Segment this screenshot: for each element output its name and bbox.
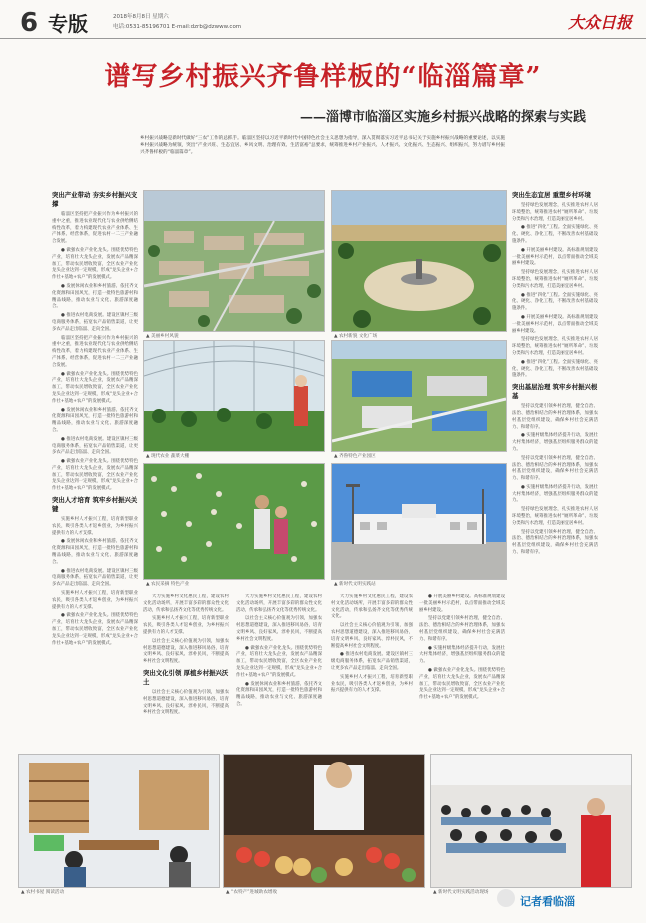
photo-village-square [331,190,507,332]
body-paragraph: ● 实施村级集体经济提升行动，发展壮大村集体经济，增强基层组织服务群众的能力。 [419,645,505,665]
body-paragraph: ● 推进“四化”工程。全面实施绿化、亮化、硬化、净化工程，不断改善农村基础设施条件。 [512,292,598,312]
body-paragraph: ● 推进农村电商发展。建设区镇村三级电商服务体系，拓宽农产品销售渠道，让更多农产品走出临淄、走向全国。 [52,568,138,588]
section-heading: 突出基层治理 筑牢乡村振兴根基 [512,383,598,401]
body-paragraph: 坚持以党建引领乡村治理，健全自治、法治、德治相结合的乡村治理体系，加强农村基层党组织建设，确保乡村社会充满活力、和谐有序。 [512,529,598,556]
body-paragraph: ● 做强农业产业化龙头。围绕优势特色产业，培育壮大龙头企业，发展农产品精深加工，带动农民增收致富，全区农业产业化龙头企业达到一定规模，形成“龙头企业+合作社+基地+农户”的发展模式。 [52,613,138,646]
body-paragraph: ● 做强农业产业化龙头。围绕优势特色产业，培育壮大龙头企业，发展农产品精深加工，带动农民增收致富，全区农业产业化龙头企业达到一定规模，形成“龙头企业+合作社+基地+农户”的发展模式。 [419,667,505,701]
body-paragraph: 临淄区坚持把产业振兴作为乡村振兴的重中之重，推进农业现代化与农业供给侧结构性改革，着力构建现代农业产业体系、生产体系、经营体系，促进农村一二三产业融合发展。 [52,212,138,245]
article-column-6 [512,188,598,744]
body-paragraph: 坚持以党建引领乡村治理，健全自治、法治、德治相结合的乡村治理体系，加强农村基层党组织建设，确保乡村社会充满活力、和谐有序。 [512,455,598,482]
photo-caption: ▲ 新时代文明实践站 [334,582,376,587]
body-paragraph: 实施乡村人才振兴工程，培育新型职业农民，吸引各类人才返乡创业，为乡村振兴提供有力的人才支撑。 [52,517,138,536]
body-paragraph: ● 发展休闲农业和乡村旅游。依托齐文化资源和田园风光，打造一批特色旅游村和精品线路，推动农业与文化、旅游深度融合。 [236,681,322,707]
body-paragraph: ● 推进“四化”工程。全面实施绿化、亮化、硬化、净化工程，不断改善农村基础设施条件。 [512,225,598,244]
body-paragraph: ● 发展休闲农业和乡村旅游。依托齐文化资源和田园风光，打造一批特色旅游村和精品线路，推动农业与文化、旅游深度融合。 [52,283,138,310]
headline: 谱写乡村振兴齐鲁样板的“临淄篇章” [104,62,542,92]
body-paragraph: ● 发展休闲农业和乡村旅游。依托齐文化资源和田园风光，打造一批特色旅游村和精品线路，推动农业与文化、旅游深度融合。 [52,539,138,565]
article-column-1 [52,188,138,756]
body-paragraph: 坚持绿色发展理念，扎实推进农村人居环境整治，统筹推进农村“厕所革命”、垃圾分类和污水治理，打造美丽宜居乡村。 [512,337,598,356]
photo-caption: ▲ 齐鲁特色产业园区 [334,454,376,459]
section-title: 专版 [48,12,88,36]
photo-industrial-park [331,340,507,452]
wechat-icon [497,889,515,907]
section-heading: 突出生态宜居 重塑乡村环境 [512,191,591,199]
body-paragraph: ● 开展美丽乡村建设。高标准规划建设一批美丽乡村示范村，以点带面推动全域美丽乡村建设。 [419,594,505,613]
subheadline: ——淄博市临淄区实施乡村振兴战略的探索与实践 [300,110,587,125]
article-column-4 [331,594,413,744]
photo-reading-room [18,754,220,888]
photo-caption: ▲ 新时代文明实践活动现场 [433,890,489,895]
section-heading: 突出文化引领 厚植乡村振兴沃土 [143,668,229,686]
header-date: 2018年8月8日 星期六 [113,14,169,20]
body-paragraph: ● 推进农村电商发展。建设区镇村三级电商服务体系，拓宽农产品销售渠道，让更多农产品走出临淄、走向全国。 [52,313,138,332]
page-number: 6 [20,8,39,38]
body-paragraph: 实施乡村人才振兴工程，培育新型职业农民，吸引各类人才返乡创业，为乡村振兴提供有力的人才支撑。 [331,674,413,694]
body-paragraph: 以社会主义核心价值观为引领，加强农村思想道德建设，深入推进移风易俗，培育文明乡风、良好家风、淳朴民风，不断提高乡村社会文明程度。 [143,638,229,665]
newspaper-logo: 大众日报 [567,13,632,32]
body-paragraph: 大力实施乡村文化惠民工程，建设农村文化活动场所，开展丰富多彩的群众性文化活动，传承和弘扬齐文化等优秀传统文化。 [143,594,229,613]
photo-caption: ▲ 美丽乡村风貌 [146,334,179,339]
photo-caption: ▲ “农特产”进城助农增收 [226,890,278,895]
body-paragraph: 大力实施乡村文化惠民工程，建设农村文化活动场所，开展丰富多彩的群众性文化活动，传承和弘扬齐文化等优秀传统文化。 [236,594,322,613]
body-paragraph: 坚持以党建引领乡村治理，健全自治、法治、德治相结合的乡村治理体系，加强农村基层党组织建设，确保乡村社会充满活力、和谐有序。 [512,404,598,430]
body-paragraph: ● 开展美丽乡村建设。高标准规划建设一批美丽乡村示范村，以点带面推动全域美丽乡村建设。 [512,247,598,267]
section-heading: 突出人才培育 筑牢乡村振兴关键 [52,496,138,514]
body-paragraph: 临淄区坚持把产业振兴作为乡村振兴的重中之重，推进农业现代化与农业供给侧结构性改革，着力构建现代农业产业体系、生产体系、经营体系，促进农村一二三产业融合发展。 [52,335,138,368]
body-paragraph: 以社会主义核心价值观为引领，加强农村思想道德建设，深入推进移风易俗，培育文明乡风、良好家风、淳朴民风，不断提高乡村社会文明程度。 [236,616,322,642]
article-column-2 [143,594,229,744]
photo-greenhouse [143,340,325,452]
body-paragraph: 坚持以党建引领乡村治理，健全自治、法治、德治相结合的乡村治理体系，加强农村基层党组织建设，确保乡村社会充满活力、和谐有序。 [419,616,505,642]
photo-produce-market [223,754,425,888]
body-paragraph: ● 推进农村电商发展。建设区镇村三级电商服务体系，拓宽农产品销售渠道，让更多农产品走出临淄、走向全国。 [52,436,138,456]
section-heading: 突出产业带动 夯实乡村振兴支撑 [52,191,138,208]
wechat-account-label: 记者看临淄 [520,895,575,908]
photo-field-harvest [143,463,325,580]
photo-civilization-event [430,754,632,888]
photo-civic-center [331,463,507,580]
page-header [0,0,646,39]
photo-caption: ▲ 农村新貌 文化广场 [334,334,378,339]
article-column-5 [419,594,505,744]
header-contact: 电话:0531-85196701 E-mail:dzrb@dzwww.com [113,24,242,30]
photo-caption: ▲ 农村书屋 阅读活动 [21,890,65,895]
body-paragraph: ● 做强农业产业化龙头。围绕优势特色产业，培育壮大龙头企业，发展农产品精深加工，带动农民增收致富，全区农业产业化龙头企业达到一定规模，形成“龙头企业+合作社+基地+农户”的发展模式。 [52,459,138,492]
photo-village-aerial [143,190,325,332]
body-paragraph: 实施乡村人才振兴工程，培育新型职业农民，吸引各类人才返乡创业，为乡村振兴提供有力的人才支撑。 [52,591,138,610]
body-paragraph: ● 开展美丽乡村建设。高标准规划建设一批美丽乡村示范村，以点带面推动全域美丽乡村建设。 [512,314,598,334]
photo-caption: ▲ 现代农业 蔬菜大棚 [146,454,190,459]
body-paragraph: 以社会主义核心价值观为引领，加强农村思想道德建设，深入推进移风易俗，培育文明乡风、良好家风、淳朴民风，不断提高乡村社会文明程度。 [143,689,229,716]
body-paragraph: ● 实施村级集体经济提升行动，发展壮大村集体经济，增强基层组织服务群众的能力。 [512,433,598,452]
body-paragraph: 实施乡村人才振兴工程，培育新型职业农民，吸引各类人才返乡创业，为乡村振兴提供有力的人才支撑。 [143,616,229,635]
body-paragraph: 坚持绿色发展理念，扎实推进农村人居环境整治，统筹推进农村“厕所革命”、垃圾分类和污水治理，打造美丽宜居乡村。 [512,507,598,526]
body-paragraph: ● 实施村级集体经济提升行动，发展壮大村集体经济，增强基层组织服务群众的能力。 [512,484,598,504]
body-paragraph: ● 推进“四化”工程。全面实施绿化、亮化、硬化、净化工程，不断改善农村基础设施条件。 [512,359,598,379]
article-column-3 [236,594,322,744]
photo-caption: ▲ 农民采摘 特色产业 [146,582,190,587]
body-paragraph: 以社会主义核心价值观为引领，加强农村思想道德建设，深入推进移风易俗，培育文明乡风、良好家风、淳朴民风，不断提高乡村社会文明程度。 [331,623,413,649]
body-paragraph: 坚持绿色发展理念，扎实推进农村人居环境整治，统筹推进农村“厕所革命”、垃圾分类和污水治理，打造美丽宜居乡村。 [512,270,598,289]
body-paragraph: 大力实施乡村文化惠民工程，建设农村文化活动场所，开展丰富多彩的群众性文化活动，传承和弘扬齐文化等优秀传统文化。 [331,594,413,620]
body-paragraph: ● 做强农业产业化龙头。围绕优势特色产业，培育壮大龙头企业，发展农产品精深加工，带动农民增收致富，全区农业产业化龙头企业达到一定规模，形成“龙头企业+合作社+基地+农户”的发展模式。 [52,247,138,281]
body-paragraph: ● 做强农业产业化龙头。围绕优势特色产业，培育壮大龙头企业，发展农产品精深加工，带动农民增收致富，全区农业产业化龙头企业达到一定规模，形成“龙头企业+合作社+基地+农户”的发展模式。 [52,371,138,404]
body-paragraph: ● 发展休闲农业和乡村旅游。依托齐文化资源和田园风光，打造一批特色旅游村和精品线路，推动农业与文化、旅游深度融合。 [52,407,138,433]
body-paragraph: ● 做强农业产业化龙头。围绕优势特色产业，培育壮大龙头企业，发展农产品精深加工，带动农民增收致富，全区农业产业化龙头企业达到一定规模，形成“龙头企业+合作社+基地+农户”的发展模式。 [236,645,322,678]
body-paragraph: ● 推进农村电商发展。建设区镇村三级电商服务体系，拓宽农产品销售渠道，让更多农产品走出临淄、走向全国。 [331,652,413,671]
lead-paragraph: 乡村振兴战略是新时代做好“三农”工作的总抓手。临淄区坚持以习近平新时代中国特色社会主义思想为指导，深入贯彻落实习近平总书记关于实施乡村振兴战略的重要论述，以实施乡村振兴战略为统领，突出“产业兴旺、生态宜居、乡风文明、治理有效、生活富裕”总要求，统筹推进乡村产业振兴、人才振兴、文化振兴、生态振兴、组织振兴，努力谱写乡村振兴齐鲁样板的“临淄篇章”。 [140,136,505,155]
body-paragraph: 坚持绿色发展理念，扎实推进农村人居环境整治，统筹推进农村“厕所革命”、垃圾分类和污水治理，打造美丽宜居乡村。 [512,203,598,222]
